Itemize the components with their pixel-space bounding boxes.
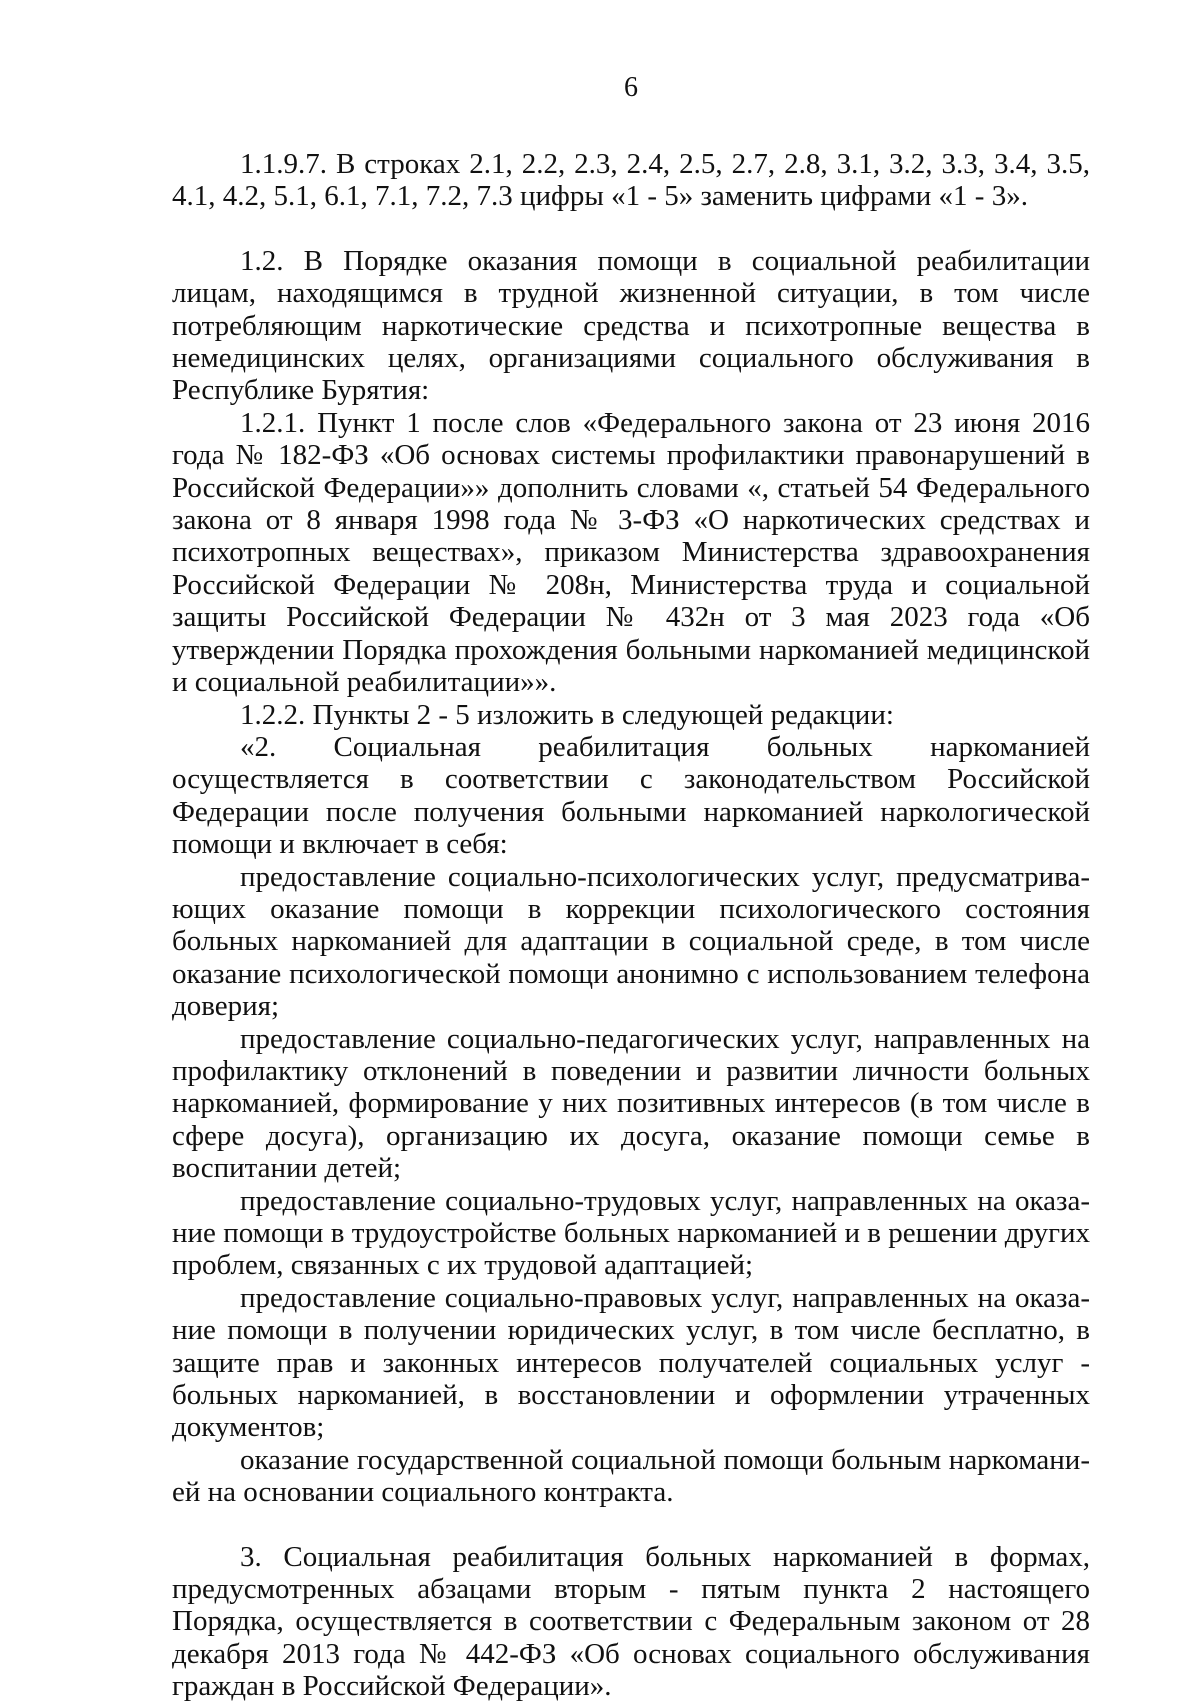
- paragraph-1-2-2: 1.2.2. Пункты 2 - 5 изложить в следующей редакции:: [240, 698, 894, 731]
- page-number: 6: [624, 72, 638, 103]
- paragraph-state-assistance: оказание государственной социальной помощи больным наркоманией на основании социального контракта.: [172, 1443, 1090, 1509]
- paragraph-gap: [172, 213, 1090, 245]
- paragraph-psychological-services: предоставление социально-психологических услуг, предусматривающих оказание помощи в коррекции психологического состояния больных наркоманией для адаптации в социальной среде, в том числе оказание психологической помощи анонимно с использованием телефона доверия;: [172, 860, 1090, 1023]
- paragraph-1-2-1: 1.2.1. Пункт 1 после слов «Федерального закона от 23 июня 2016 года № 182-ФЗ «Об основах системы профилактики правонарушений в Российской Федерации»» дополнить словами «, статьей 54 Федерального закона от 8 января 1998 года № 3-ФЗ «О наркотических средствах и психотропных веществах», приказом Министерства здравоохранения Российской Федерации № 208н, Министерства труда и социальной защиты Российской Федерации № 432н от 3 мая 2023 года «Об утверждении Порядка прохождения больными наркоманией медицинской и социальной реабилитации»».: [172, 406, 1090, 699]
- document-body: [172, 148, 1090, 1703]
- paragraph-pedagogical-services: предоставление социально-педагогических услуг, направленных на профилактику отклонений в поведении и развитии личности больных наркоманией, формирование у них позитивных интересов (в том числе в сфере досуга), организацию их досуга, оказание помощи семье в воспитании детей;: [172, 1022, 1090, 1185]
- paragraph-item-3: 3. Социальная реабилитация больных наркоманией в формах, предусмотренных абзацами вторым - пятым пункта 2 настоящего Порядка, осуществляется в соответствии с Федеральным законом от 28 декабря 2013 года № 442-ФЗ «Об основах социального обслуживания граждан в Российской Федерации».: [172, 1540, 1090, 1703]
- paragraph-1-2: 1.2. В Порядке оказания помощи в социальной реабилитации лицам, находящимся в трудной жизненной ситуации, в том числе потребляющим наркотические средства и психотропные вещества в немедицинских целях, организациями социального обслуживания в Республике Бурятия:: [172, 244, 1090, 407]
- paragraph-gap: [172, 1509, 1090, 1541]
- paragraph-1-1-9-7: 1.1.9.7. В строках 2.1, 2.2, 2.3, 2.4, 2.5, 2.7, 2.8, 3.1, 3.2, 3.3, 3.4, 3.5, 4.1, 4.2, 5.1, 6.1, 7.1, 7.2, 7.3 цифры «1 - 5» заменить цифрами «1 - 3».: [172, 148, 1090, 213]
- paragraph-labor-services: предоставление социально-трудовых услуг, направленных на оказание помощи в трудоустройстве больных наркоманией и в решении других проблем, связанных с их трудовой адаптацией;: [172, 1184, 1090, 1282]
- paragraph-legal-services: предоставление социально-правовых услуг, направленных на оказание помощи в получении юридических услуг, в том числе бесплатно, в защите прав и законных интересов получателей социальных услуг - больных наркоманией, в восстановлении и оформлении утраченных документов;: [172, 1281, 1090, 1444]
- paragraph-item-2: «2. Социальная реабилитация больных наркоманией осуществляется в соответствии с законодательством Российской Федерации после получения больными наркоманией наркологической помощи и включает в себя:: [172, 730, 1090, 861]
